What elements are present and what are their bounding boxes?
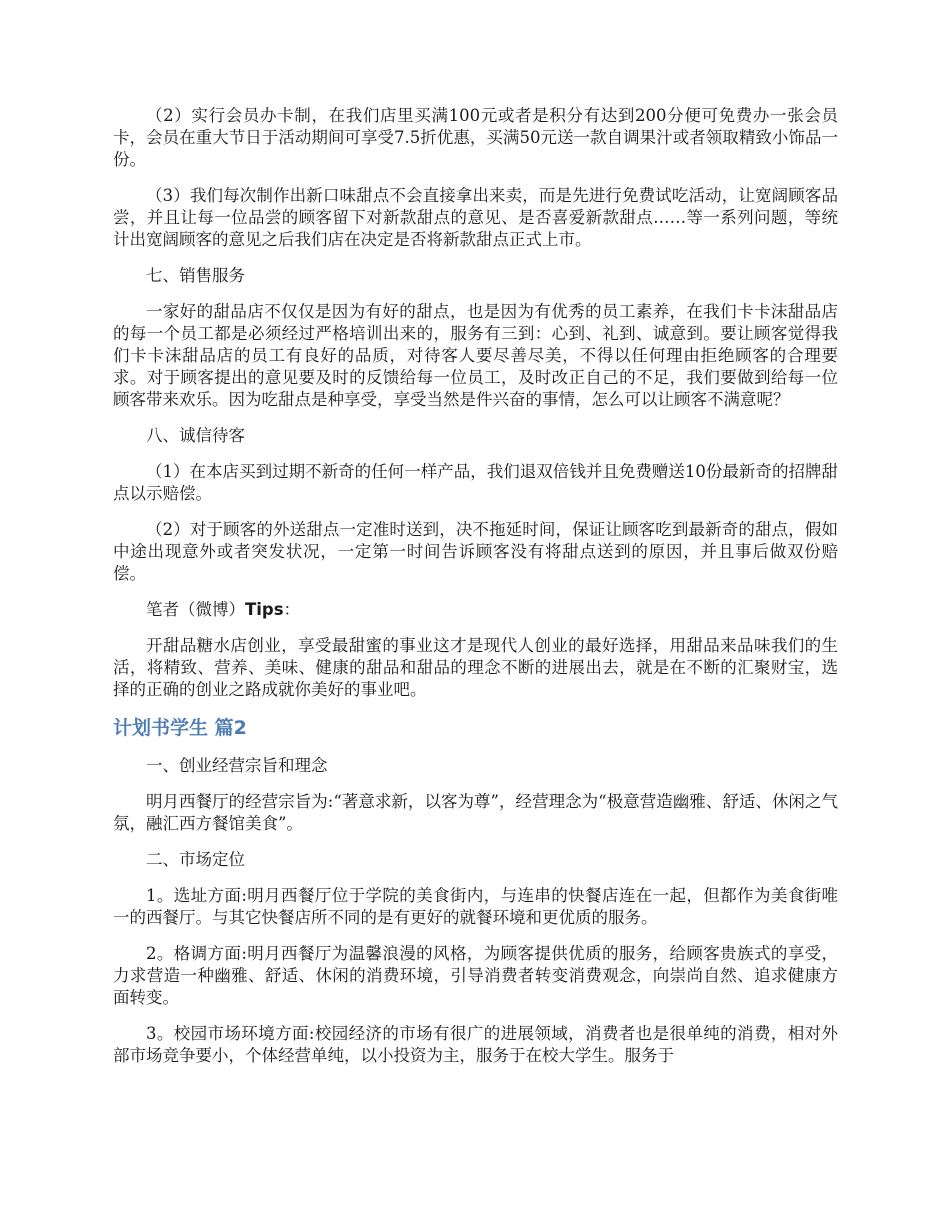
paragraph-refund-policy: （1）在本店买到过期不新奇的任何一样产品，我们退双倍钱并且免费赠送10份最新奇的招牌甜点以示赔偿。 (113, 462, 838, 503)
tips-suffix: ： (283, 600, 301, 619)
section-title: 计划书学生 篇2 (113, 717, 247, 739)
heading-purpose-concept: 一、创业经营宗旨和理念 (146, 756, 328, 775)
tips-prefix: 笔者（微博） (146, 600, 245, 619)
heading-honest-service: 八、诚信待客 (146, 426, 245, 445)
tips-label: Tips (245, 600, 284, 619)
paragraph-free-tasting: （3）我们每次制作出新口味甜点不会直接拿出来卖，而是先进行免费试吃活动，让宽阔顾客品尝，并且让每一位品尝的顾客留下对新款甜点的意见、是否喜爱新款甜点……等一系列问题，等统计出宽阔顾客的意见之后我们店在决定是否将新款甜点正式上市。 (113, 186, 838, 249)
heading-market-positioning: 二、市场定位 (146, 850, 245, 869)
heading-sales-service: 七、销售服务 (146, 266, 245, 285)
paragraph-restaurant-purpose: 明月西餐厅的经营宗旨为:“著意求新，以客为尊”，经营理念为“极意营造幽雅、舒适、休闲之气氛，融汇西方餐馆美食”。 (113, 792, 838, 833)
paragraph-staff-service: 一家好的甜品店不仅仅是因为有好的甜点，也是因为有优秀的员工素养，在我们卡卡沫甜品店的每一个员工都是必须经过严格培训出来的，服务有三到：心到、礼到、诚意到。要让顾客觉得我们卡卡沫甜品店的员工有良好的品质，对待客人要尽善尽美，不得以任何理由拒绝顾客的合理要求。对于顾客提出的意见要及时的反馈给每一位员工，及时改正自己的不足，我们要做到给每一位顾客带来欢乐。因为吃甜点是种享受，享受当然是件兴奋的事情，怎么可以让顾客不满意呢？ (113, 302, 838, 409)
paragraph-conclusion: 开甜品糖水店创业，享受最甜蜜的事业这才是现代人创业的最好选择，用甜品来品味我们的生活，将精致、营养、美味、健康的甜品和甜品的理念不断的进展出去，就是在不断的汇聚财宝，选择的正确的创业之路成就你美好的事业吧。 (113, 636, 838, 699)
paragraph-campus-market: 3。校园市场环境方面:校园经济的市场有很广的进展领域，消费者也是很单纯的消费，相对外部市场竞争要小，个体经营单纯，以小投资为主，服务于在校大学生。服务于 (113, 1024, 838, 1065)
tips-line (113, 599, 838, 621)
paragraph-style: 2。格调方面:明月西餐厅为温馨浪漫的风格，为顾客提供优质的服务，给顾客贵族式的享受，力求营造一种幽雅、舒适、休闲的消费环境，引导消费者转变消费观念，向崇尚自然、追求健康方面转变。 (113, 944, 838, 1007)
paragraph-location: 1。选址方面:明月西餐厅位于学院的美食街内，与连串的快餐店连在一起，但都作为美食街唯一的西餐厅。与其它快餐店所不同的是有更好的就餐环境和更优质的服务。 (113, 886, 838, 927)
paragraph-delivery-policy: （2）对于顾客的外送甜点一定准时送到，决不拖延时间，保证让顾客吃到最新奇的甜点，假如中途出现意外或者突发状况，一定第一时间告诉顾客没有将甜点送到的原因，并且事后做双份赔偿。 (113, 520, 838, 583)
paragraph-membership-card: （2）实行会员办卡制，在我们店里买满100元或者是积分有达到200分便可免费办一张会员卡，会员在重大节日于活动期间可享受7.5折优惠，买满50元送一款自调果汁或者领取精致小饰品一份。 (113, 106, 838, 169)
document-page (113, 105, 838, 1067)
